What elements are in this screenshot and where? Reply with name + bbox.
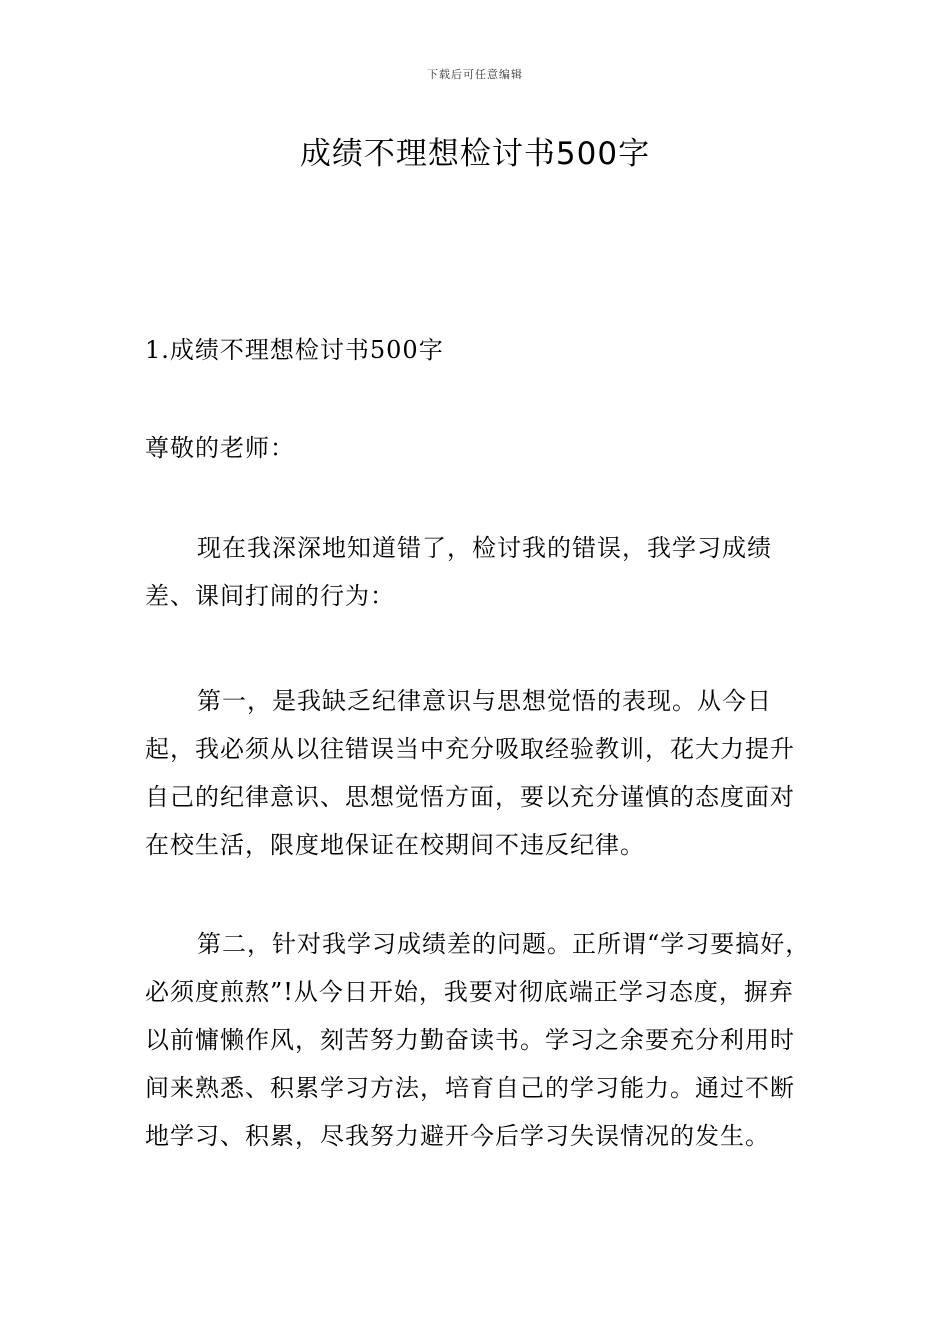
paragraph-2: 第一，是我缺乏纪律意识与思想觉悟的表现。从今日起，我必须从以往错误当中充分吸取经验教训，花大力提升自己的纪律意识、思想觉悟方面，要以充分谨慎的态度面对在校生活，限度地保证在校期间不违反纪律。 [145,687,795,859]
header-note: 下载后可任意编辑 [427,68,523,81]
salutation: 尊敬的老师： [145,434,295,462]
document-title: 成绩不理想检讨书500字 [299,136,651,172]
paragraph-3: 第二，针对我学习成绩差的问题。正所谓“学习要搞好，必须度煎熬”!从今日开始，我要对彻底端正学习态度，摒弃以前慵懒作风，刻苦努力勤奋读书。学习之余要充分利用时间来熟悉、积累学习方法，培育自己的学习能力。通过不断地学习、积累，尽我努力避开今后学习失误情况的发生。 [145,930,811,1150]
paragraph-1: 现在我深深地知道错了，检讨我的错误，我学习成绩差、课间打闹的行为： [145,534,772,610]
section-heading: 1.成绩不理想检讨书500字 [145,336,444,364]
